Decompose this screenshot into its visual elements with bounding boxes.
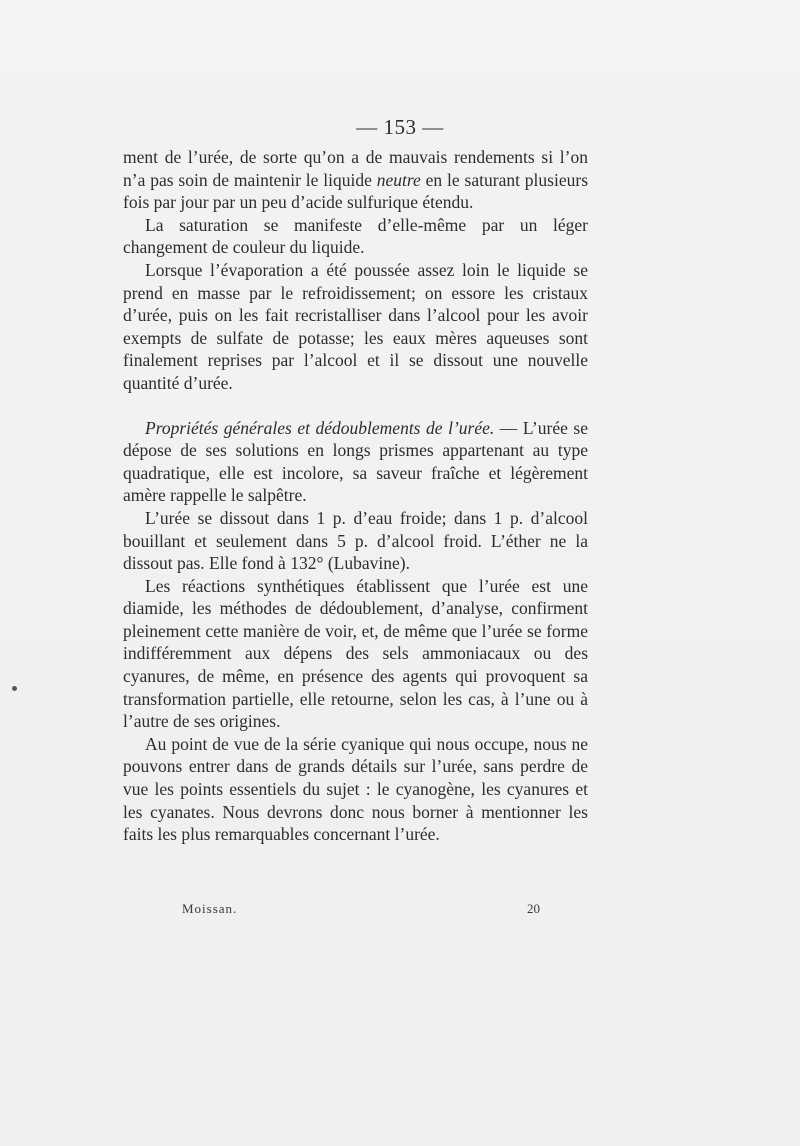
paragraph-1-text: ment de l’urée, de sorte qu’on a de mauvais rendements si l’on n’a pas soin de maintenir le liquide (123, 147, 588, 190)
paragraph-6: Les réactions synthétiques établissent que l’urée est une diamide, les méthodes de dédoublement, d’analyse, confirment pleinement cette manière de voir, et, de même que l’urée se forme indifféremment aux dépens des sels ammoniacaux ou des cyanures, de même, en présence des agents qui provoquent sa transformation partielle, elle retourne, selon les cas, à l’une ou à l’autre de ses origines. (123, 575, 588, 732)
section-spacer (123, 395, 588, 417)
body-text (123, 146, 588, 846)
signature-mark: Moissan. (182, 901, 238, 916)
sheet-number: 20 (527, 901, 540, 916)
paragraph-7: Au point de vue de la série cyanique qui nous occupe, nous ne pouvons entrer dans de grands détails sur l’urée, sans perdre de vue les points essentiels du sujet : le cyanogène, les cyanures et les cyanates. Nous devrons donc nous borner à mentionner les faits les plus remarquables concernant l’urée. (123, 733, 588, 845)
paragraph-1-after: en le saturant plusieurs fois par jour par un peu d’acide sulfurique étendu. (123, 169, 589, 213)
margin-dot (12, 686, 17, 691)
paragraph-1-italic-word: neutre (376, 169, 421, 190)
paragraph-4 (123, 417, 588, 507)
paragraph-4-text: — L’urée se dépose de ses solutions en longs prismes appartenant au type quadratique, elle est incolore, sa saveur fraîche et légèrement amère rappelle le salpêtre. (123, 417, 588, 506)
paragraph-5: L’urée se dissout dans 1 p. d’eau froide; dans 1 p. d’alcool bouillant et seulement dans 5 p. d’alcool froid. L’éther ne la dissout pas. Elle fond à 132° (Lubavine). (123, 507, 588, 574)
page-number: — 153 — (356, 115, 444, 139)
section-title: Propriétés générales et dédoublements de l’urée. (145, 417, 495, 438)
paragraph-2: La saturation se manifeste d’elle-même par un léger changement de couleur du liquide. (123, 214, 588, 258)
paragraph-3: Lorsque l’évaporation a été poussée assez loin le liquide se prend en masse par le refroidissement; on essore les cristaux d’urée, puis on les fait recristalliser dans l’alcool pour les avoir exempts de sulfate de potasse; les eaux mères aqueuses sont finalement reprises par l’alcool et il se dissout une nouvelle quantité d’urée. (123, 259, 588, 393)
paragraph-1 (123, 146, 588, 214)
